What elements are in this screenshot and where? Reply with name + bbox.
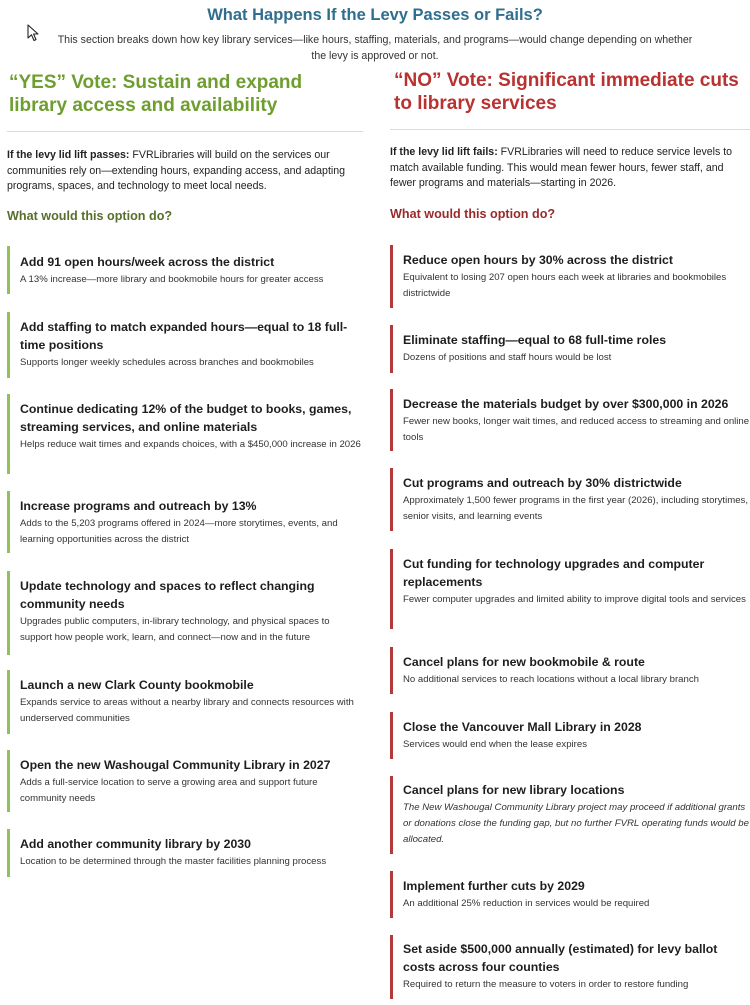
- no-item-card: [390, 549, 750, 629]
- yes-item-title: Continue dedicating 12% of the budget to books, games, streaming services, and online materials: [20, 402, 352, 434]
- yes-item-title: Add staffing to match expanded hours—equal to 18 full-time positions: [20, 320, 348, 352]
- yes-item-desc: Helps reduce wait times and expands choices, with a $450,000 increase in 2026: [20, 439, 361, 450]
- yes-item-card: [7, 246, 363, 294]
- no-item-title: Cut programs and outreach by 30% districtwide: [403, 476, 682, 490]
- no-item-title: Implement further cuts by 2029: [403, 879, 585, 893]
- no-item-card: [390, 325, 750, 373]
- no-item-card: [390, 712, 750, 759]
- yes-item-desc: Adds a full-service location to serve a growing area and support future community needs: [20, 777, 318, 804]
- no-intro-label: If the levy lid lift fails:: [390, 146, 498, 158]
- no-item-desc: Dozens of positions and staff hours would be lost: [403, 352, 612, 363]
- no-item-title: Set aside $500,000 annually (estimated) for levy ballot costs across four counties: [403, 942, 718, 974]
- no-item-desc: Fewer new books, longer wait times, and reduced access to streaming and online tools: [403, 416, 750, 443]
- yes-intro: [7, 148, 359, 195]
- yes-item-card: [7, 394, 363, 474]
- yes-item-desc: Location to be determined through the master facilities planning process: [20, 856, 327, 867]
- no-item-title: Eliminate staffing—equal to 68 full-time roles: [403, 333, 667, 347]
- yes-item-title: Add another community library by 2030: [20, 837, 251, 851]
- yes-intro-text: FVRLibraries will build on the services our communities rely on—extending hours, expanding access, and adapting programs, spaces, and technology to meet local needs.: [7, 149, 346, 193]
- no-intro: [390, 145, 746, 192]
- yes-item-desc: A 13% increase—more library and bookmobile hours for greater access: [20, 274, 324, 285]
- yes-item-desc: Supports longer weekly schedules across branches and bookmobiles: [20, 357, 314, 368]
- no-item-card: [390, 776, 750, 854]
- no-item-title: Cancel plans for new bookmobile & route: [403, 655, 645, 669]
- no-intro-text: FVRLibraries will need to reduce service levels to match available funding. This would mean fewer hours, fewer staff, and fewer programs and materials—starting in 2026.: [390, 146, 733, 190]
- no-item-desc: Services would end when the lease expires: [403, 739, 587, 750]
- yes-subheading: What would this option do?: [7, 209, 173, 223]
- yes-item-card: [7, 491, 363, 553]
- no-subheading: What would this option do?: [390, 207, 556, 221]
- no-item-card: [390, 935, 750, 999]
- yes-item-card: [7, 571, 363, 655]
- yes-item-desc: Adds to the 5,203 programs offered in 2024—more storytimes, events, and learning opportunities across the district: [20, 518, 338, 545]
- yes-item-title: Launch a new Clark County bookmobile: [20, 678, 254, 692]
- page-subtitle: This section breaks down how key library services—like hours, staffing, materials, and programs—would change depending on whether the levy is approved or not.: [57, 34, 693, 62]
- no-item-desc: Approximately 1,500 fewer programs in the first year (2026), including storytimes, senior visits, and learning events: [403, 495, 748, 522]
- no-item-title: Decrease the materials budget by over $300,000 in 2026: [403, 397, 729, 411]
- page-title: What Happens If the Levy Passes or Fails?: [207, 6, 543, 24]
- no-item-card: [390, 389, 750, 451]
- yes-item-card: [7, 312, 363, 378]
- no-item-desc: No additional services to reach locations without a local library branch: [403, 674, 699, 685]
- yes-intro-label: If the levy lid lift passes:: [7, 149, 130, 161]
- mouse-cursor-icon: [27, 24, 41, 42]
- yes-item-card: [7, 750, 363, 812]
- no-item-desc: Equivalent to losing 207 open hours each week at libraries and bookmobiles districtwide: [403, 272, 727, 299]
- no-divider: [390, 129, 750, 130]
- yes-item-title: Update technology and spaces to reflect changing community needs: [20, 579, 315, 611]
- no-vote-heading: “NO” Vote: Significant immediate cuts to library services: [394, 70, 739, 114]
- no-item-card: [390, 871, 750, 918]
- no-item-title: Reduce open hours by 30% across the district: [403, 253, 673, 267]
- no-item-title: Close the Vancouver Mall Library in 2028: [403, 720, 642, 734]
- no-item-desc: An additional 25% reduction in services would be required: [403, 898, 650, 909]
- no-item-title: Cut funding for technology upgrades and computer replacements: [403, 557, 705, 589]
- yes-divider: [7, 131, 363, 132]
- yes-item-card: [7, 670, 363, 734]
- yes-item-desc: Expands service to areas without a nearby library and connects resources with underserved communities: [20, 697, 354, 724]
- yes-item-title: Add 91 open hours/week across the district: [20, 255, 275, 269]
- no-item-card: [390, 245, 750, 308]
- no-item-card: [390, 468, 750, 531]
- no-item-desc: Fewer computer upgrades and limited ability to improve digital tools and services: [403, 594, 746, 605]
- no-item-card: [390, 647, 750, 694]
- yes-item-title: Increase programs and outreach by 13%: [20, 499, 257, 513]
- no-item-title: Cancel plans for new library locations: [403, 783, 625, 797]
- no-item-desc: Required to return the measure to voters in order to restore funding: [403, 979, 689, 990]
- yes-item-card: [7, 829, 363, 877]
- yes-item-desc: Upgrades public computers, in-library technology, and physical spaces to support how people work, learn, and connect—now and in the future: [20, 616, 330, 643]
- no-item-desc: The New Washougal Community Library project may proceed if additional grants or donations close the funding gap, but no further FVRL operating funds would be allocated.: [403, 802, 749, 845]
- yes-item-title: Open the new Washougal Community Library in 2027: [20, 758, 331, 772]
- yes-vote-heading: “YES” Vote: Sustain and expand library access and availability: [9, 72, 303, 116]
